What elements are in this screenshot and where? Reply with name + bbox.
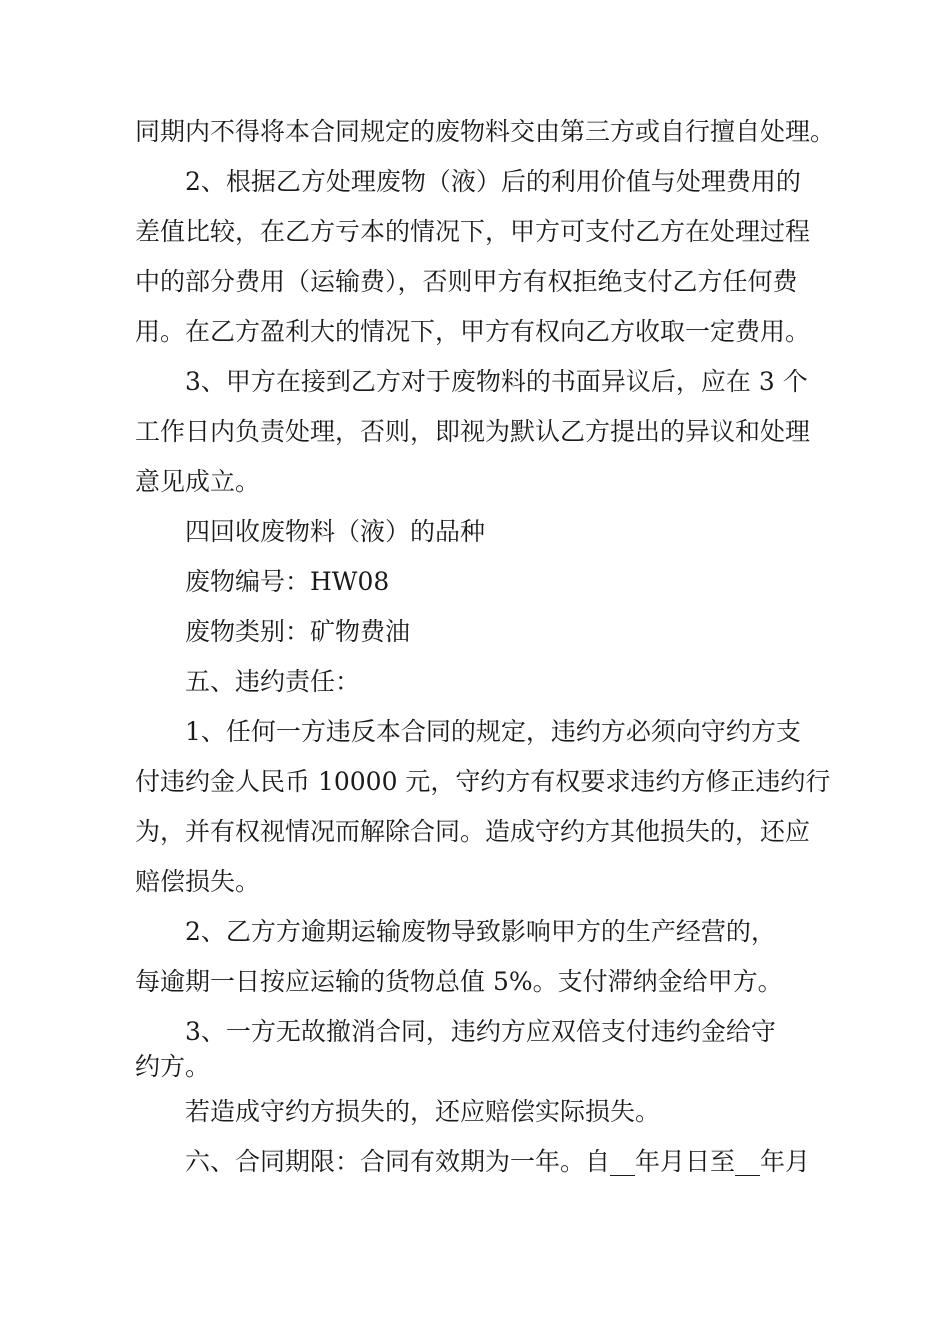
text-line: 意见成立。 xyxy=(135,467,261,496)
text-line: 2、乙方方逾期运输废物导致影响甲方的生产经营的， xyxy=(185,917,776,946)
text-line: 工作日内负责处理，否则，即视为默认乙方提出的异议和处理 xyxy=(135,417,811,446)
text-line: 用。在乙方盈利大的情况下，甲方有权向乙方收取一定费用。 xyxy=(135,317,811,346)
text-line: 为，并有权视情况而解除合同。造成守约方其他损失的，还应 xyxy=(135,817,811,846)
text-line: 2、根据乙方处理废物（液）后的利用价值与处理费用的 xyxy=(185,167,801,196)
text-line: 约方。 xyxy=(135,1052,211,1081)
text-line: 3、一方无故撤消合同，违约方应双倍支付违约金给守 xyxy=(185,1017,776,1046)
text-line: 差值比较，在乙方亏本的情况下，甲方可支付乙方在处理过程 xyxy=(135,217,811,246)
text-line: 每逾期一日按应运输的货物总值 5%。支付滞纳金给甲方。 xyxy=(135,967,783,996)
text-line: 废物编号：HW08 xyxy=(185,567,390,596)
text-line: 付违约金人民币 10000 元，守约方有权要求违约方修正违约行 xyxy=(135,767,831,796)
text-line: 赔偿损失。 xyxy=(135,867,261,896)
text-line: 若造成守约方损失的，还应赔偿实际损失。 xyxy=(185,1097,661,1126)
section-heading: 五、违约责任： xyxy=(185,667,361,696)
text-line: 同期内不得将本合同规定的废物料交由第三方或自行擅自处理。 xyxy=(135,117,836,146)
text-line: 废物类别：矿物费油 xyxy=(185,617,411,646)
text-line: 3、甲方在接到乙方对于废物料的书面异议后，应在 3 个 xyxy=(185,367,808,396)
text-line: 中的部分费用（运输费），否则甲方有权拒绝支付乙方任何费 xyxy=(135,267,798,296)
section-heading: 四回收废物料（液）的品种 xyxy=(185,517,486,546)
text-line: 1、任何一方违反本合同的规定，违约方必须向守约方支 xyxy=(185,717,801,746)
section-heading: 六、合同期限：合同有效期为一年。自__年月日至__年月 xyxy=(185,1147,811,1176)
